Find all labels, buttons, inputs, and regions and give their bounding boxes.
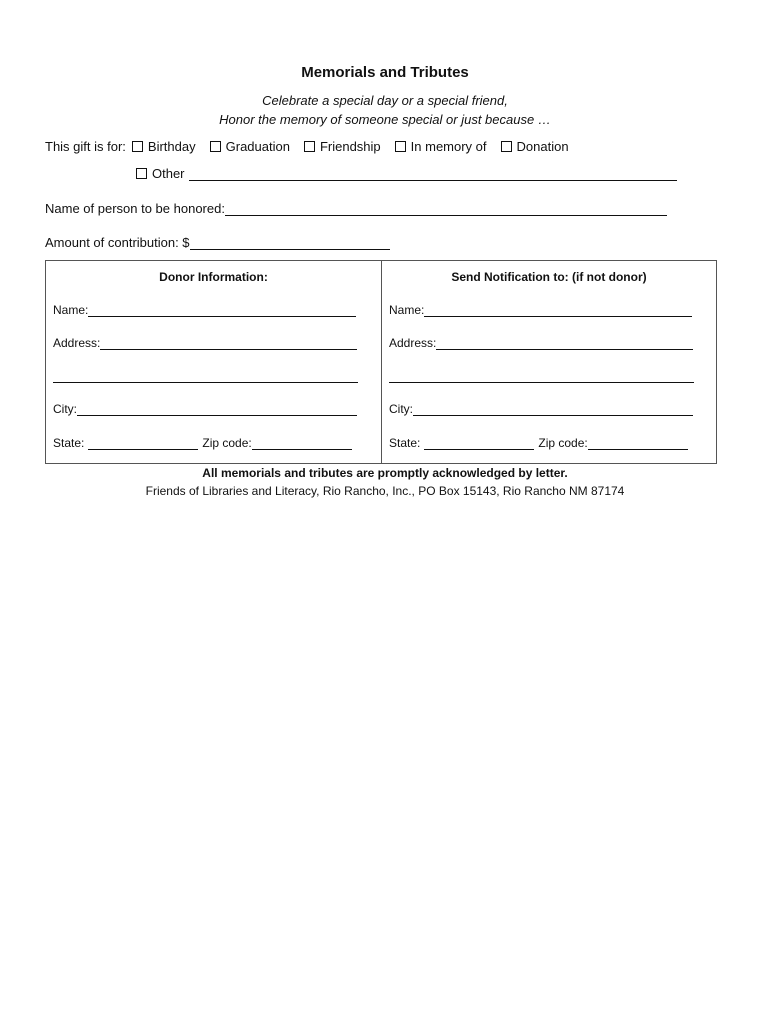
- field-label: Name:: [389, 303, 425, 317]
- donor-name-field: [53, 303, 356, 317]
- donor-zip-input[interactable]: [252, 436, 352, 450]
- gift-option-birthday[interactable]: [132, 139, 196, 154]
- field-label: Address:: [53, 336, 101, 350]
- notify-city-input[interactable]: [413, 402, 693, 416]
- notify-address-input[interactable]: [436, 336, 693, 350]
- field-label: State:: [389, 436, 421, 450]
- checkbox-icon[interactable]: [132, 141, 143, 152]
- gift-option-graduation[interactable]: [210, 139, 290, 154]
- amount-label: Amount of contribution: $: [45, 235, 190, 250]
- organization-address: Friends of Libraries and Literacy, Rio Rancho, Inc., PO Box 15143, Rio Rancho NM 87174: [145, 484, 625, 498]
- notify-state-zip-field: [389, 436, 688, 450]
- notify-heading: Send Notification to: (if not donor): [451, 270, 647, 284]
- donor-city-field: [53, 402, 357, 416]
- honoree-input-line[interactable]: [225, 201, 667, 216]
- other-input-line[interactable]: [189, 166, 677, 181]
- checkbox-icon[interactable]: [210, 141, 221, 152]
- amount-input-line[interactable]: [190, 235, 390, 250]
- gift-option-in-memory-of[interactable]: [395, 139, 487, 154]
- notify-name-field: [389, 303, 692, 317]
- subtitle-line-1: Celebrate a special day or a special friend,: [262, 93, 508, 108]
- notify-address-field: [389, 336, 693, 350]
- donor-address-field: [53, 336, 357, 350]
- donor-heading: Donor Information:: [159, 270, 268, 284]
- donor-city-input[interactable]: [77, 402, 357, 416]
- field-label: City:: [389, 402, 413, 416]
- field-label: State:: [53, 436, 85, 450]
- subtitle-line-2: Honor the memory of someone special or just because …: [219, 112, 551, 127]
- notify-state-input[interactable]: [424, 436, 534, 450]
- donor-state-input[interactable]: [88, 436, 198, 450]
- gift-option-label: Birthday: [147, 139, 196, 154]
- gift-option-friendship[interactable]: [304, 139, 381, 154]
- notify-zip-input[interactable]: [588, 436, 688, 450]
- donor-address-input[interactable]: [100, 336, 357, 350]
- notify-column: [381, 261, 716, 463]
- contact-info-table: [45, 260, 717, 464]
- checkbox-icon[interactable]: [304, 141, 315, 152]
- field-label: Name:: [53, 303, 89, 317]
- checkbox-icon[interactable]: [136, 168, 147, 179]
- notify-city-field: [389, 402, 693, 416]
- donor-address-line-2: [53, 369, 358, 383]
- notify-name-input[interactable]: [424, 303, 692, 317]
- gift-type-label: This gift is for:: [45, 139, 126, 154]
- amount-row: [45, 235, 390, 250]
- gift-option-label: Friendship: [319, 139, 381, 154]
- donor-name-input[interactable]: [88, 303, 356, 317]
- donor-state-zip-field: [53, 436, 352, 450]
- gift-option-label: Donation: [516, 139, 569, 154]
- page-title: Memorials and Tributes: [301, 64, 469, 81]
- acknowledgement-note: All memorials and tributes are promptly acknowledged by letter.: [202, 466, 568, 480]
- field-label: Zip code:: [538, 436, 588, 450]
- field-label: Address:: [389, 336, 437, 350]
- gift-other-row: [136, 166, 677, 181]
- donor-column: [46, 261, 381, 463]
- checkbox-icon[interactable]: [395, 141, 406, 152]
- gift-option-donation[interactable]: [501, 139, 569, 154]
- honoree-label: Name of person to be honored:: [45, 201, 225, 216]
- gift-option-label: Graduation: [225, 139, 290, 154]
- honoree-row: [45, 201, 667, 216]
- gift-type-row: [45, 139, 583, 154]
- gift-option-other[interactable]: [136, 166, 185, 181]
- notify-address-input-2[interactable]: [389, 369, 694, 383]
- field-label: Zip code:: [202, 436, 252, 450]
- gift-option-label: In memory of: [410, 139, 487, 154]
- field-label: City:: [53, 402, 77, 416]
- gift-option-label: Other: [152, 166, 185, 181]
- notify-address-line-2: [389, 369, 694, 383]
- checkbox-icon[interactable]: [501, 141, 512, 152]
- donor-address-input-2[interactable]: [53, 369, 358, 383]
